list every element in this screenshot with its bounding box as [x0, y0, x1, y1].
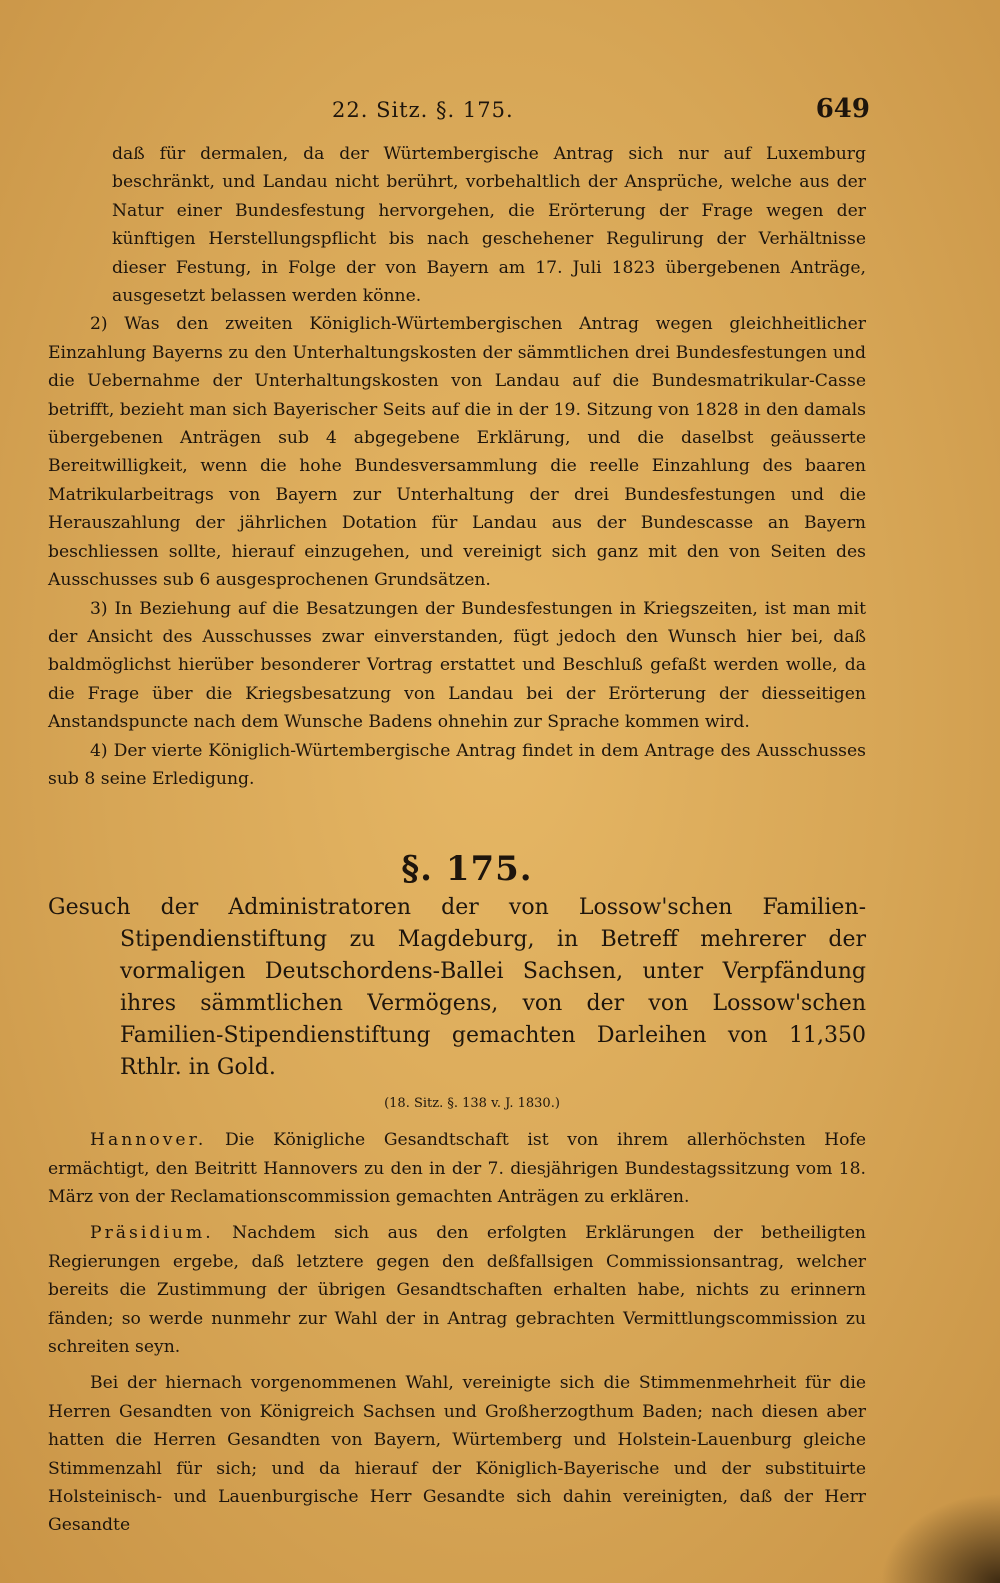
paragraph-hannover [48, 1126, 866, 1211]
paragraph-praesidium [48, 1219, 866, 1361]
praesidium-text: Nachdem sich aus den erfolgten Erklärungen der betheiligten Regierungen ergebe, daß letztere gegen den deßfallsigen Commissionsantrag, welcher bereits die Zustimmung der übrigen Gesandtschaften erhalten habe, nichts zu erinnern fänden; so werde nunmehr zur Wahl der in Antrag gebrachten Vermittlungscommission zu schreiten seyn. [48, 1223, 866, 1357]
section-heading: §. 175. [401, 849, 533, 890]
page-header [0, 92, 1000, 132]
paragraph-item-3: 3) In Beziehung auf die Besatzungen der Bundesfestungen in Kriegszeiten, ist man mit der Ansicht des Ausschusses zwar einverstanden, fügt jedoch den Wunsch hier bei, daß baldmöglichst hierüber besonderer Vortrag erstattet und Beschluß gefaßt werden wolle, da die Frage über die Kriegsbesatzung von Landau bei der Erörterung der diesseitigen Anstandspuncte nach dem Wunsche Badens ohnehin zur Sprache kommen wird. [48, 598, 866, 733]
paragraph-item-2: 2) Was den zweiten Königlich-Würtembergischen Antrag wegen gleichheitlicher Einzahlung Bayerns zu den Unterhaltungskosten der sämmtlichen drei Bundesfestungen und die Uebernahme der Unterhaltungskosten von Landau auf die Bundesmatrikular-Casse betrifft, bezieht man sich Bayerischer Seits auf die in der 19. Sitzung von 1828 in den damals übergebenen Anträgen sub 4 abgegebene Erklärung, und die daselbst geäusserte Bereitwilligkeit, wenn die hohe Bundesversammlung die reelle Einzahlung des baaren Matrikularbeitrags von Bayern zur Unterhaltung der drei Bundesfestungen und die Herauszahlung der jährlichen Dotation für Landau aus der Bundescasse an Bayern beschliessen sollte, hierauf einzugehen, und vereinigt sich ganz mit den von Seiten des Ausschusses sub 6 ausgesprochenen Grundsätzen. [48, 314, 866, 591]
section-title: Gesuch der Administratoren der von Lossow'schen Familien-Stipendienstiftung zu Magdeburg, in Betreff mehrerer der vormaligen Deutschordens-Ballei Sachsen, unter Verpfändung ihres sämmtlichen Vermögens, von der von Lossow'schen Familien-Stipendienstiftung gemachten Darleihen von 11,350 Rthlr. in Gold. [48, 894, 866, 1080]
page-corner-stain [880, 1493, 1000, 1583]
paragraph-final: Bei der hiernach vorgenommenen Wahl, vereinigte sich die Stimmenmehrheit für die Herren Gesandten von Königreich Sachsen und Großherzogthum Baden; nach diesen aber hatten die Herren Gesandten von Bayern, Würtemberg und Holstein-Lauenburg gleiche Stimmenzahl für sich; und da hierauf der Königlich-Bayerische und der substituirte Holsteinisch- und Lauenburgische Herr Gesandte sich dahin vereinigten, daß der Herr Gesandte [48, 1373, 866, 1536]
paragraph-continuation: daß für dermalen, da der Würtembergische Antrag sich nur auf Luxemburg beschränkt, und Landau nicht berührt, vorbehaltlich der Ansprüche, welche aus der Natur einer Bundesfestung hervorgehen, die Erörterung der Frage wegen der künftigen Herstellungspflicht bis nach geschehener Regulirung der Verhältnisse dieser Festung, in Folge der von Bayern am 17. Juli 1823 übergebenen Anträge, ausgesetzt belassen werden könne. [112, 144, 866, 307]
body-text [48, 140, 866, 1540]
speaker-praesidium: Präsidium. [90, 1223, 214, 1244]
speaker-hannover: Hannover. [90, 1130, 207, 1151]
paragraph-item-4: 4) Der vierte Königlich-Würtembergische Antrag findet in dem Antrage des Ausschusses sub 8 seine Erledigung. [48, 740, 866, 789]
section-reference: (18. Sitz. §. 138 v. J. 1830.) [384, 1095, 560, 1111]
page-number: 649 [815, 94, 870, 124]
hannover-text: Die Königliche Gesandtschaft ist von ihrem allerhöchsten Hofe ermächtigt, den Beitritt Hannovers zu den in der 7. diesjährigen Bundestagssitzung vom 18. März von der Reclamationscommission gemachten Anträgen zu erklären. [48, 1130, 866, 1207]
running-head: 22. Sitz. §. 175. [332, 98, 514, 122]
